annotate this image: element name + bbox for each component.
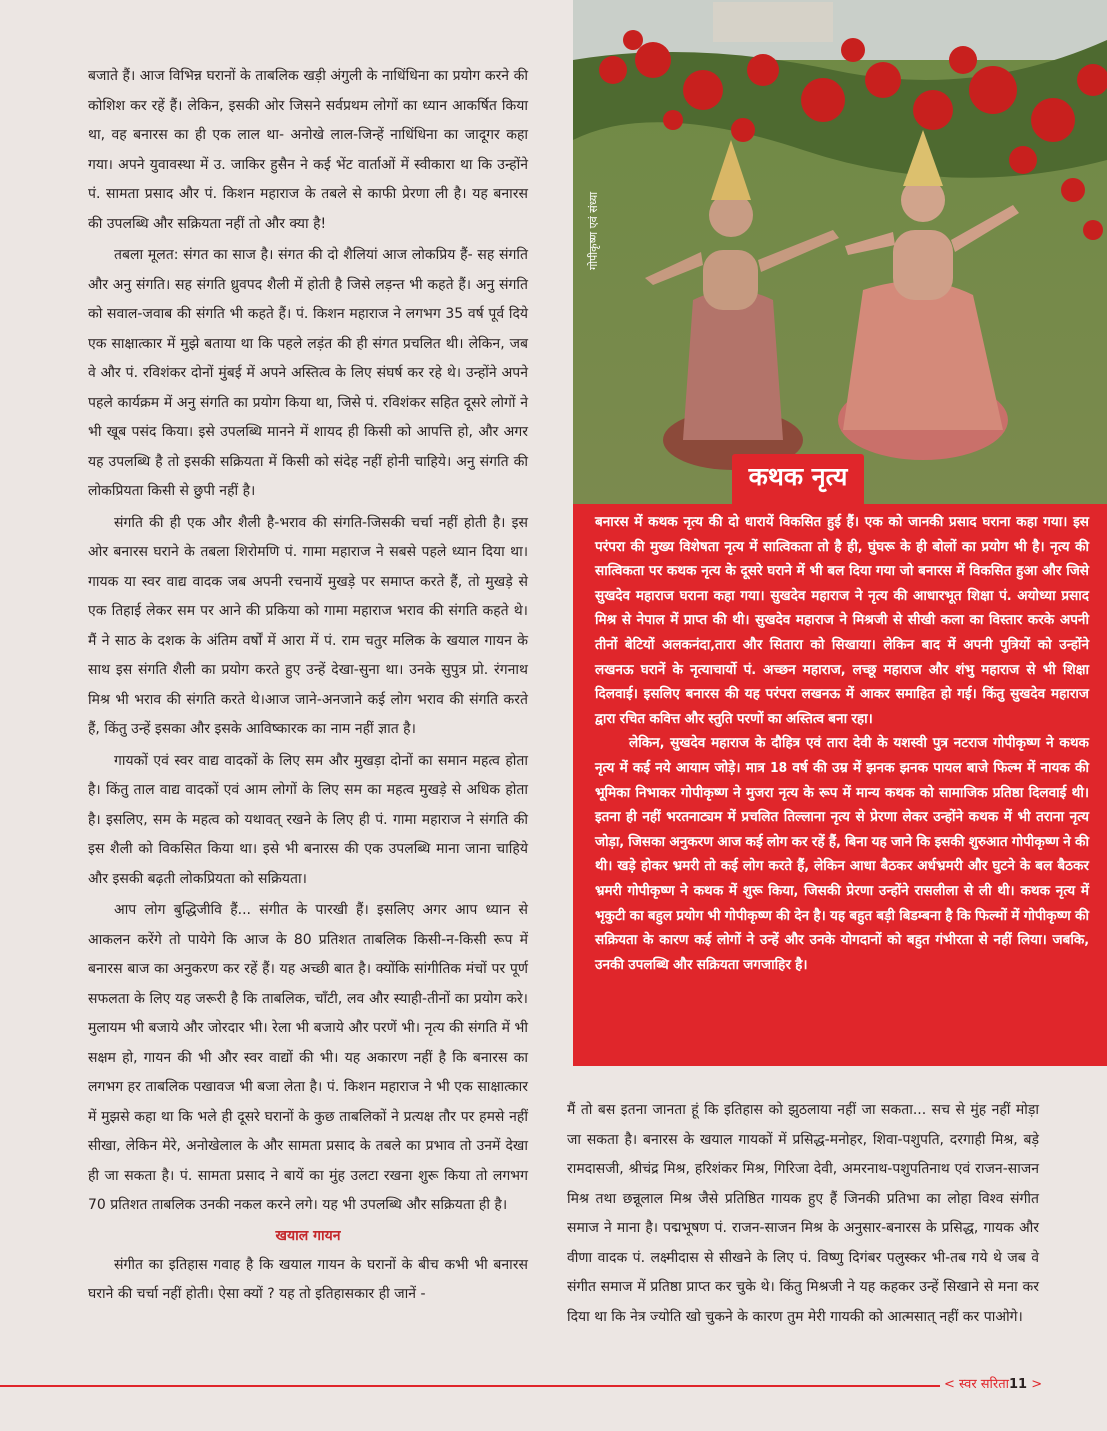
dance-photo-illustration [573,0,1107,504]
section-subheading: खयाल गायन [275,1227,341,1244]
sidebar-box [573,504,1107,1066]
sidebar-paragraph: लेकिन, सुखदेव महाराज के दौहित्र एवं तारा देवी के यशस्वी पुत्र नटराज गोपीकृष्ण ने कथक नृत्य में कई नये आयाम जोड़े। मात्र 18 वर्ष की उम्र में झनक झनक पायल बाजे फिल्म में नायक की भूमिका निभाकर गोपीकृष्ण ने मुजरा नृत्य के रूप में मान्य कथक को सामाजिक प्रतिष्ठा दिलवाई थी। इतना ही नहीं भरतनाट्यम में प्रचलित तिल्लाना नृत्य से प्रेरणा लेकर उन्होंने कथक में भी तराना नृत्य जोड़ा, जिसका अनुकरण आज कई लोग कर रहें हैं, बिना यह जाने कि इसकी शुरुआत गोपीकृष्ण ने की थी। खड़े होकर भ्रमरी तो कई लोग करते हैं, लेकिन आधा बैठकर अर्धभ्रमरी और घुटने के बल बैठकर भ्रमरी गोपीकृष्ण ने कथक में शुरू किया, जिसकी प्रेरणा उन्होंने रासलीला से ली थी। कथक नृत्य में भृकुटी का बहुल प्रयोग भी गोपीकृष्ण की देन है। यह बहुत बड़ी बिडम्बना है कि फिल्मों में गोपीकृष्ण की सक्रियता के कारण कई लोगों ने उन्हें और उनके योगदानों को बहुत गंभीरता से नहीं लिया। जबकि, उनकी उपलब्धि और सक्रियता जगजाहिर है। [595,735,1089,973]
photo-caption: कथक नृत्य [732,454,864,504]
magazine-name: स्वर सरिता [959,1377,1010,1392]
paragraph: आप लोग बुद्धिजीवि हैं... संगीत के पारखी हैं। इसलिए अगर आप ध्यान से आकलन करेंगे तो पायेगे कि आज के 80 प्रतिशत ताबलिक किसी-न-किसी रूप में बनारस बाज का अनुकरण कर रहें हैं। यह अच्छी बात है। क्योंकि सांगीतिक मंचों पर पूर्ण सफलता के लिए यह जरूरी है कि ताबलिक, चाँटी, लव और स्याही-तीनों का प्रयोग करे। मुलायम भी बजाये और जोरदार भी। रेला भी बजाये और परणें भी। नृत्य की संगति में भी सक्षम हो, गायन की भी और स्वर वाद्यों की भी। यह अकारण नहीं है कि बनारस का लगभग हर ताबलिक पखावज भी बजा लेता है। पं. किशन महाराज ने भी एक साक्षात्कार में मुझसे कहा था कि भले ही दूसरे घरानों के कुछ ताबलिकों ने प्रत्यक्ष तौर पर हमसे नहीं सीखा, लेकिन मेरे, अनोखेलाल के और सामता प्रसाद के तबले का प्रभाव तो उनमें देखा ही जा सकता है। पं. सामता प्रसाद ने बायें का मुंह उलटा रखना शुरू किया तो लगभग 70 प्रतिशत ताबलिक उनकी नकल करने लगे। यह भी उपलब्धि और सक्रियता ही है। [88,902,528,1213]
paragraph: संगीत का इतिहास गवाह है कि खयाल गायन के घरानों के बीच कभी भी बनारस घराने की चर्चा नहीं होती। ऐसा क्यों ? यह तो इतिहासकार ही जानें - [88,1256,528,1302]
right-article-column [567,1096,1039,1332]
left-article-column [88,62,528,1310]
paragraph: संगति की ही एक और शैली है-भराव की संगति-जिसकी चर्चा नहीं होती है। इस ओर बनारस घराने के तबला शिरोमणि पं. गामा महाराज ने सबसे पहले ध्यान दिया था। गायक या स्वर वाद्य वादक जब अपनी रचनायें मुखड़े पर समाप्त करते हैं, तो मुखड़े से एक तिहाई लेकर सम पर आने की प्रकिया को गामा महाराज भराव की संगति कहते थे। मैं ने साठ के दशक के अंतिम वर्षों में आरा में पं. राम चतुर मलिक के खयाल गायन के साथ इस संगति शैली का प्रयोग करते हुए उन्हें देखा-सुना था। उनके सुपुत्र प्रो. रंगनाथ मिश्र भी भराव की संगति करते थे।आज जाने-अनजाने कई लोग भराव की संगति करते हैं, किंतु उन्हें इसका और इसके आविष्कारक का नाम नहीं ज्ञात है। [88,514,528,737]
footer-arrow-left: < [944,1377,960,1392]
page-footer [944,1374,1042,1392]
building [713,2,833,42]
paragraph: मैं तो बस इतना जानता हूं कि इतिहास को झुठलाया नहीं जा सकता... सच से मुंह नहीं मोड़ा जा सकता है। बनारस के खयाल गायकों में प्रसिद्ध-मनोहर, शिवा-पशुपति, दरगाही मिश्र, बड़े रामदासजी, श्रीचंद्र मिश्र, हरिशंकर मिश्र, गिरिजा देवी, अमरनाथ-पशुपतिनाथ एवं राजन-साजन मिश्र तथा छन्नूलाल मिश्र जैसे प्रतिष्ठित गायक हुए हैं जिनकी प्रतिभा का लोहा विश्व संगीत समाज ने माना है। पद्मभूषण पं. राजन-साजन मिश्र के अनुसार-बनारस के प्रसिद्ध, गायक और वीणा वादक पं. लक्ष्मीदास से सीखने के लिए पं. विष्णु दिगंबर पलुस्कर भी-तब गये थे जब वे संगीत समाज में प्रतिष्ठा प्राप्त कर चुके थे। किंतु मिश्रजी ने यह कहकर उन्हें सिखाने से मना कर दिया था कि नेत्र ज्योति खो चुकने के कारण तुम मेरी गायकी को आत्मसात् नहीं कर पाओगे। [567,1102,1039,1325]
paragraph: गायकों एवं स्वर वाद्य वादकों के लिए सम और मुखड़ा दोनों का समान महत्व होता है। किंतु ताल वाद्य वादकों एवं आम लोगों के लिए सम का महत्व मुखड़े से अधिक होता है। इसलिए, सम के महत्व को यथावत् रखने के लिए ही पं. गामा महाराज ने संगति की इस शैली को विकसित किया था। इसे भी बनारस की एक उपलब्धि माना जाना चाहिये और इसकी बढ़ती लोकप्रियता को सक्रियता। [88,752,528,887]
sidebar-paragraph: बनारस में कथक नृत्य की दो धारायें विकसित हुई हैं। एक को जानकी प्रसाद घराना कहा गया। इस परंपरा की मुख्य विशेषता नृत्य में सात्विकता तो है ही, घुंघरू के ही बोलों का प्रयोग भी है। नृत्य की सात्विकता पर कथक नृत्य के दूसरे घराने में भी बल दिया गया जो बनारस में विकसित हुआ और जिसे सुखदेव महाराज घराना कहा गया। सुखदेव महाराज ने नृत्य की आधारभूत शिक्षा पं. अयोध्या प्रसाद मिश्र से नेपाल में प्राप्त की थी। सुखदेव महाराज ने मिश्रजी से सीखी कला का विस्तार करके अपनी तीनों बेटियों अलकनंदा,तारा और सितारा को सिखाया। लेकिन बाद में अपनी पुत्रियों को उन्होंने लखनऊ घरानें के नृत्याचार्यो पं. अच्छन महाराज, लच्छू महाराज और शंभु महाराज से भी शिक्षा दिलवाई। इसलिए बनारस की यह परंपरा लखनऊ में आकर समाहित हो गई। किंतु सुखदेव महाराज द्वारा रचित कवित्त और स्तुति परणों का अस्तित्व बना रहा। [595,514,1089,727]
page-number: 11 [1009,1377,1028,1392]
dance-photo [573,0,1107,504]
footer-arrow-right: > [1027,1377,1043,1392]
paragraph: तबला मूलत: संगत का साज है। संगत की दो शैलियां आज लोकप्रिय हैं- सह संगति और अनु संगति। सह संगति ध्रुवपद शैली में होती है जिसे लड़न्त भी कहते हैं। अनु संगति को सवाल-जवाब की संगति भी कहते हैं। पं. किशन महाराज ने लगभग 35 वर्ष पूर्व दिये एक साक्षात्कार में मुझे बताया था कि पहले लड़ंत की ही संगत प्रचलित थी। लेकिन, जब वे और पं. रविशंकर दोनों मुंबई में अपने अस्तित्व के लिए संघर्ष कर रहे थे। उन्होंने अपने पहले कार्यक्रम में अनु संगति का प्रयोग किया था, जिसे पं. रविशंकर सहित दूसरे लोगों ने भी खूब पसंद किया। इसे उपलब्धि मानने में शायद ही किसी को आपत्ति हो, और अगर यह उपलब्धि है तो इसकी सक्रियता में किसी को संदेह नहीं होनी चाहिये। अनु संगति की लोकप्रियता किसी से छुपी नहीं है। [88,247,528,499]
paragraph: बजाते हैं। आज विभिन्न घरानों के ताबलिक खड़ी अंगुली के नाधिंधिना का प्रयोग करने की कोशिश कर रहें हैं। लेकिन, इसकी ओर जिसने सर्वप्रथम लोगों का ध्यान आकर्षित किया था, वह बनारस का ही एक लाल था- अनोखे लाल-जिन्हें नाधिंधिना का जादूगर कहा गया। अपने युवावस्था में उ. जाकिर हुसैन ने कई भेंट वार्ताओं में स्वीकारा था कि उन्होंने पं. सामता प्रसाद और पं. किशन महाराज के तबले से काफी प्रेरणा ली है। यह बनारस की उपलब्धि और सक्रियता नहीं तो और क्या है! [88,68,528,232]
footer-rule [0,1385,940,1387]
photo-credit: गोपीकृष्ण एवं संध्या [587,191,600,270]
